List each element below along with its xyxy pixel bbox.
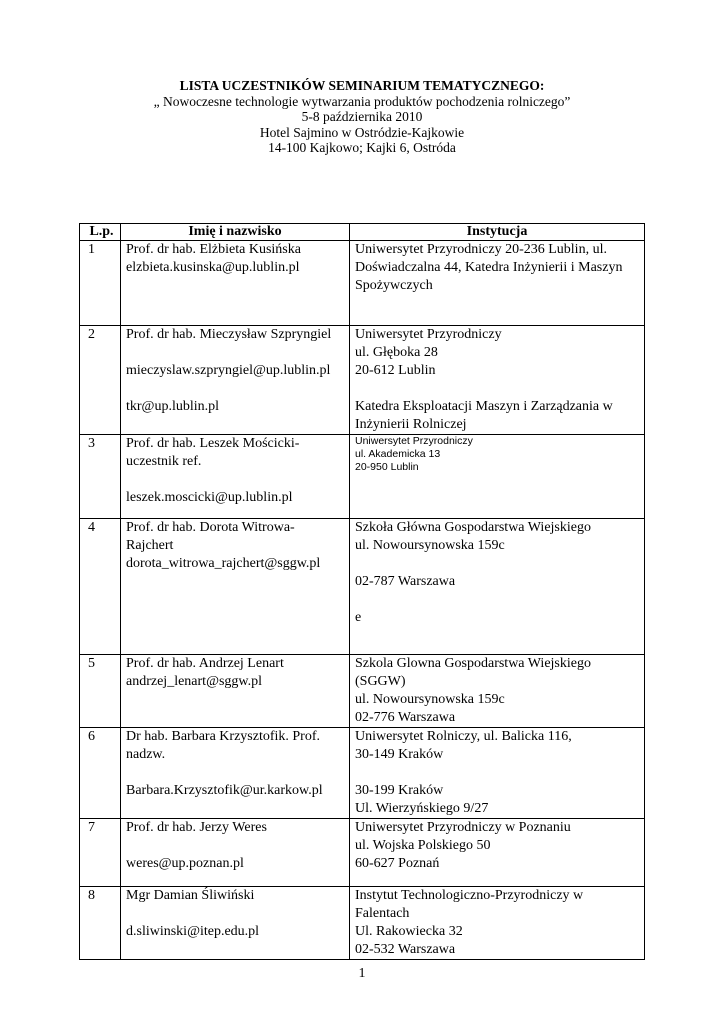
participant-name-line: Dr hab. Barbara Krzysztofik. Prof. (126, 729, 320, 744)
institution-cell (350, 435, 645, 519)
participant-email: mieczyslaw.szpryngiel@up.lublin.pl (126, 363, 331, 378)
participant-email: d.sliwinski@itep.edu.pl (126, 924, 260, 939)
table-body (80, 241, 645, 960)
institution-line: Uniwersytet Przyrodniczy (355, 435, 473, 447)
table-row (80, 819, 645, 887)
institution-line: 02-787 Warszawa (355, 574, 456, 589)
institution-line: 02-532 Warszawa (355, 942, 456, 957)
institution-line: 30-149 Kraków (355, 747, 444, 762)
participant-name-line: Prof. dr hab. Dorota Witrowa- (126, 520, 295, 535)
institution-line: Katedra Eksploatacji Maszyn i Zarządzania w (355, 399, 613, 414)
participant-name-line: Prof. dr hab. Andrzej Lenart (126, 656, 284, 671)
participant-name-line: nadzw. (126, 747, 166, 762)
row-number: 5 (80, 655, 121, 728)
row-number: 3 (80, 435, 121, 519)
institution-line: ul. Nowoursynowska 159c (355, 692, 505, 707)
institution-line: Ul. Rakowiecka 32 (355, 924, 463, 939)
spacer (355, 591, 639, 609)
institution-line: Falentach (355, 906, 410, 921)
seminar-venue: Hotel Sajmino w Ostródzie-Kajkowie (259, 124, 465, 140)
institution-line: Uniwersytet Przyrodniczy (355, 327, 502, 342)
institution-line: 02-776 Warszawa (355, 710, 456, 725)
table-row (80, 655, 645, 728)
table-header-row (80, 224, 645, 241)
document-header (0, 78, 724, 156)
institution-cell (350, 728, 645, 819)
seminar-subtitle: „ Nowoczesne technologie wytwarzania produktów pochodzenia rolniczego” (153, 93, 571, 109)
row-number: 2 (80, 326, 121, 435)
participant-cell (121, 326, 350, 435)
spacer (355, 764, 639, 782)
table-row (80, 241, 645, 326)
row-number: 4 (80, 519, 121, 655)
spacer (355, 555, 639, 573)
institution-cell (350, 519, 645, 655)
spacer (126, 380, 344, 398)
participant-cell (121, 728, 350, 819)
institution-cell (350, 819, 645, 887)
seminar-address: 14-100 Kajkowo; Kajki 6, Ostróda (268, 140, 456, 155)
institution-line: Szkoła Główna Gospodarstwa Wiejskiego (355, 520, 591, 535)
institution-cell (350, 655, 645, 728)
institution-line: Spożywczych (355, 278, 433, 293)
participant-name-line: Prof. dr hab. Mieczysław Szpryngiel (126, 327, 332, 342)
participant-cell (121, 519, 350, 655)
institution-line: Inżynierii Rolniczej (355, 417, 467, 432)
participant-email: andrzej_lenart@sggw.pl (126, 674, 262, 689)
participants-table (79, 223, 645, 960)
spacer (355, 380, 639, 398)
participant-name-line: Prof. dr hab. Jerzy Weres (126, 820, 267, 835)
page-number: 1 (358, 966, 366, 981)
row-number: 6 (80, 728, 121, 819)
institution-line: Uniwersytet Przyrodniczy w Poznaniu (355, 820, 571, 835)
column-header-lp: L.p. (80, 224, 121, 241)
table-row (80, 728, 645, 819)
row-number: 8 (80, 887, 121, 960)
institution-line: ul. Akademicka 13 (355, 448, 441, 460)
column-header-name: Imię i nazwisko (121, 224, 350, 241)
participant-cell (121, 435, 350, 519)
institution-cell (350, 326, 645, 435)
institution-line: 30-199 Kraków (355, 783, 444, 798)
participant-name-line: Mgr Damian Śliwiński (126, 888, 255, 903)
institution-line: 20-950 Lublin (355, 461, 419, 473)
participant-email: dorota_witrowa_rajchert@sggw.pl (126, 556, 321, 571)
participant-email: Barbara.Krzysztofik@ur.karkow.pl (126, 783, 323, 798)
spacer (126, 837, 344, 855)
table-row (80, 435, 645, 519)
spacer (126, 471, 344, 489)
institution-line: ul. Nowoursynowska 159c (355, 538, 505, 553)
document-title: LISTA UCZESTNIKÓW SEMINARIUM TEMATYCZNEGO: (179, 78, 545, 93)
participant-email: elzbieta.kusinska@up.lublin.pl (126, 260, 300, 275)
participant-cell (121, 887, 350, 960)
spacer (126, 905, 344, 923)
institution-line: Uniwersytet Rolniczy, ul. Balicka 116, (355, 729, 572, 744)
institution-line: Szkola Glowna Gospodarstwa Wiejskiego (355, 656, 591, 671)
participant-name-line: Prof. dr hab. Leszek Mościcki- (126, 436, 300, 451)
table-row (80, 887, 645, 960)
row-number: 7 (80, 819, 121, 887)
participant-name-line: Rajchert (126, 538, 174, 553)
seminar-dates: 5-8 października 2010 (301, 109, 423, 124)
institution-cell (350, 241, 645, 326)
institution-line: ul. Wojska Polskiego 50 (355, 838, 491, 853)
institution-line: 60-627 Poznań (355, 856, 440, 871)
institution-line: (SGGW) (355, 674, 406, 689)
participant-name-line: uczestnik ref. (126, 454, 202, 469)
spacer (126, 764, 344, 782)
institution-line: Uniwersytet Przyrodniczy 20-236 Lublin, ul. (355, 242, 607, 257)
participant-cell (121, 241, 350, 326)
table-row (80, 326, 645, 435)
institution-line: Doświadczalna 44, Katedra Inżynierii i Maszyn (355, 260, 623, 275)
column-header-institution: Instytucja (350, 224, 645, 241)
participant-email: leszek.moscicki@up.lublin.pl (126, 490, 293, 505)
participant-email: tkr@up.lublin.pl (126, 399, 220, 414)
participant-name-line: Prof. dr hab. Elżbieta Kusińska (126, 242, 301, 257)
spacer (126, 344, 344, 362)
institution-line: Instytut Technologiczno-Przyrodniczy w (355, 888, 584, 903)
table-row (80, 519, 645, 655)
institution-cell (350, 887, 645, 960)
row-number: 1 (80, 241, 121, 326)
institution-line: e (355, 610, 362, 625)
participant-cell (121, 819, 350, 887)
institution-line: ul. Głęboka 28 (355, 345, 438, 360)
institution-line: Ul. Wierzyńskiego 9/27 (355, 801, 489, 816)
participant-email: weres@up.poznan.pl (126, 856, 244, 871)
institution-line: 20-612 Lublin (355, 363, 436, 378)
participant-cell (121, 655, 350, 728)
